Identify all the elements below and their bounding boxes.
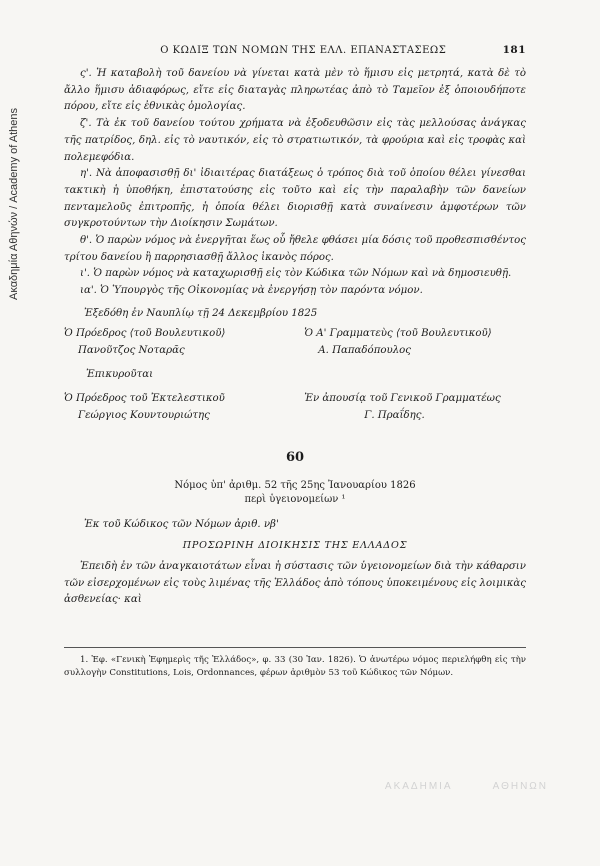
article-10: ι'. Ὁ παρὼν νόμος νὰ καταχωρισθῇ εἰς τὸν Κώδικα τῶν Νόμων καὶ νὰ δημοσιευθῇ. [80,268,512,280]
bottom-watermark [385,781,548,792]
document-page [64,44,526,680]
page-number: 181 [502,44,526,56]
footnote: 1. Ἐφ. «Γενικὴ Ἐφημερὶς τῆς Ἑλλάδος», φ. 33 (30 Ἰαν. 1826). Ὁ ἀνωτέρω νόμος περιελήφθη εἰς τὴν συλλογὴν Constitutions, Lois, Ordonnances, φέρων ἀριθμὸν 53 τοῦ Κώδικος τῶν Νόμων. [64,654,526,678]
signature-block-legislative [64,325,526,359]
running-head [64,44,526,56]
running-title: Ο ΚΩΔΙΞ ΤΩΝ ΝΟΜΩΝ ΤΗΣ ΕΛΛ. ΕΠΑΝΑΣΤΑΣΕΩΣ [160,45,447,56]
article-6: ς'. Ἡ καταβολὴ τοῦ δανείου νὰ γίνεται κατὰ μὲν τὸ ἥμισυ εἰς μετρητά, κατὰ δὲ τὸ ἄλλο ἥμισυ ἀδιαφόρως, εἴτε εἰς διαταγὰς πληρωτέας ἀπὸ τὸ Ταμεῖον ἐξ ὁποιουδήποτε πόρου, εἴτε εἰς ἐθνικὰς ὁμολογίας. [64,68,526,113]
endorsement: Ἐπικυροῦται [86,368,154,380]
footnote-divider [64,647,526,648]
signature-title: Ὁ Πρόεδρος τοῦ Ἐκτελεστικοῦ [64,392,225,404]
signature-title: Ὁ Πρόεδρος ⟨τοῦ Βουλευτικοῦ⟩ [64,327,226,339]
article-11: ια'. Ὁ Ὑπουργὸς τῆς Οἰκονομίας νὰ ἐνεργήσῃ τὸν παρόντα νόμον. [80,285,423,297]
signature-title: Ὁ Α' Γραμματεὺς ⟨τοῦ Βουλευτικοῦ⟩ [304,327,492,339]
watermark-word: ΑΚΑΔΗΜΙΑ [384,781,453,792]
signature-right [304,325,526,359]
authority-heading: ΠΡΟΣΩΡΙΝΗ ΔΙΟΙΚΗΣΙΣ ΤΗΣ ΕΛΛΑΔΟΣ [182,539,408,551]
issued-line: Ἐξεδόθη ἐν Ναυπλίῳ τῇ 24 Δεκεμβρίου 1825 [84,307,318,319]
article-8: η'. Νὰ ἀποφασισθῇ δι' ἰδιαιτέρας διατάξεως ὁ τρόπος διὰ τοῦ ὁποίου θέλει γίνεσθαι τακτικὴ ἡ ὑποθήκη, ἐπιστατούσης εἰς τοῦτο καὶ εἰς τὴν παραλαβὴν τῶν δανείων πενταμελοῦς ἐπιτροπῆς, ἡ ὁποία θέλει διορισθῇ κατὰ συναίνεσιν ἀμφοτέρων τῶν συγκροτούντων τὴν Διοίκησιν Σωμάτων. [64,168,526,230]
document-number: 60 [285,449,305,465]
signature-name: Πανοῦτζος Νοταρᾶς [78,344,185,356]
archive-watermark: Ακαδημία Αθηνών / Academy of Athens [8,107,20,300]
law-subtitle: περὶ ὑγειονομείων ¹ [244,493,346,505]
signature-left [64,325,286,359]
signature-name: Γ. Πραΐδης. [364,409,425,421]
signature-name: Γεώργιος Κουντουριώτης [78,409,210,421]
law-title: Νόμος ὑπ' ἀριθμ. 52 τῆς 25ης Ἰανουαρίου 1826 [174,479,416,491]
signature-left [64,390,286,424]
signature-block-executive [64,390,526,424]
signature-right [304,390,526,424]
source-line: Ἐκ τοῦ Κώδικος τῶν Νόμων ἀριθ. νβ' [84,518,279,530]
preamble: Ἐπειδὴ ἐν τῶν ἀναγκαιοτάτων εἶναι ἡ σύστασις τῶν ὑγειονομείων διὰ τὴν κάθαρσιν τῶν εἰσερχομένων εἰς τοὺς λιμένας τῆς Ἑλλάδος ἀπὸ τόπους ὑποκειμένους εἰς λοιμικὰς ἀσθενείας· καὶ [64,560,526,606]
signature-title: Ἐν ἀπουσίᾳ τοῦ Γενικοῦ Γραμματέως [304,392,501,404]
signature-name: Α. Παπαδόπουλος [318,344,412,356]
article-7: ζ'. Τὰ ἐκ τοῦ δανείου τούτου χρήματα νὰ ἐξοδευθῶσιν εἰς τὰς μελλούσας ἀνάγκας τῆς πατρίδος, δηλ. εἰς τὸ ναυτικόν, εἰς τὸ στρατιωτικόν, τὰ φρούρια καὶ εἰς τροφὰς καὶ πολεμεφόδια. [64,118,526,163]
article-9: θ'. Ὁ παρὼν νόμος νὰ ἐνεργῆται ἕως οὗ ἤθελε φθάσει μία δόσις τοῦ προθεσπισθέντος τρίτου δανείου ἢ παρρησιασθῇ ἄλλος ἱκανὸς πόρος. [64,235,526,263]
watermark-word: ΑΘΗΝΩΝ [492,781,548,792]
